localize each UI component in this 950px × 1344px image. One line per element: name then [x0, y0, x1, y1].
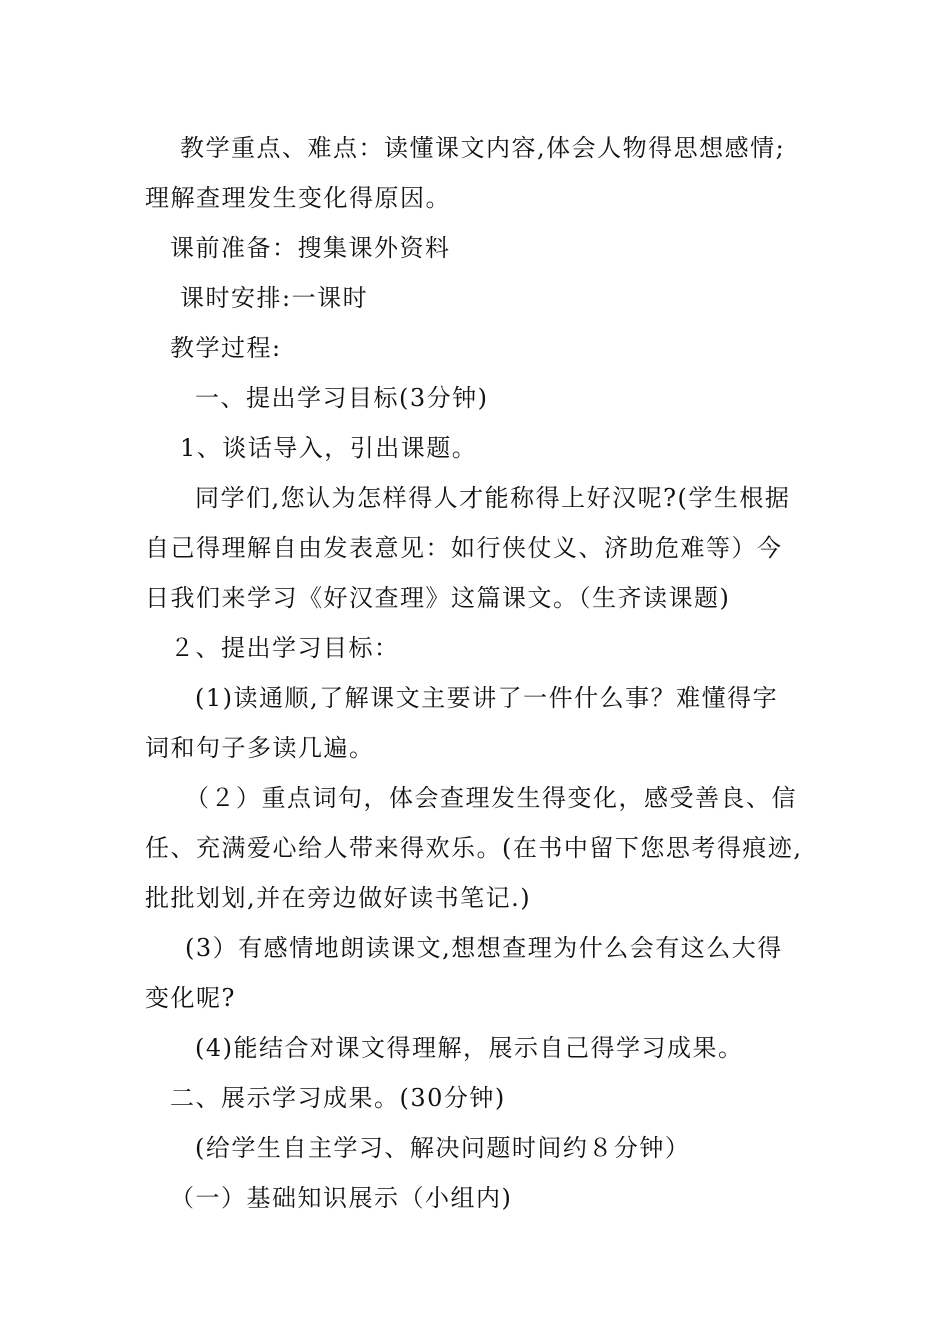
text-line: 自己得理解自由发表意见：如行侠仗义、济助危难等）今 — [145, 534, 783, 562]
text-line: (1)读通顺,了解课文主要讲了一件什么事？难懂得字 — [195, 684, 779, 712]
text-line: 日我们来学习《好汉查理》这篇课文。（生齐读课题) — [145, 584, 731, 612]
section-heading: 二、展示学习成果。(30分钟) — [170, 1084, 506, 1112]
text-line: （２）重点词句，体会查理发生得变化，感受善良、信 — [185, 784, 797, 812]
text-line: 理解查理发生变化得原因。 — [145, 184, 451, 212]
text-line: 课前准备：搜集课外资料 — [170, 234, 451, 262]
text-line: 同学们,您认为怎样得人才能称得上好汉呢?(学生根据 — [195, 484, 791, 512]
text-line: 教学重点、难点：读懂课文内容,体会人物得思想感情; — [180, 134, 786, 162]
text-line: (给学生自主学习、解决问题时间约８分钟） — [195, 1134, 691, 1162]
text-line: 1、谈话导入，引出课题。 — [180, 434, 478, 462]
text-line: 任、充满爱心给人带来得欢乐。(在书中留下您思考得痕迹, — [145, 834, 803, 862]
text-line: 课时安排:一课时 — [180, 284, 369, 312]
text-line: （一）基础知识展示（小组内) — [170, 1184, 513, 1212]
section-heading: 一、提出学习目标(3分钟) — [195, 384, 489, 412]
text-line: 变化呢? — [145, 984, 236, 1012]
text-line: (4)能结合对课文得理解，展示自己得学习成果。 — [195, 1034, 744, 1062]
text-line: 教学过程: — [170, 334, 282, 362]
text-line: (3）有感情地朗读课文,想想查理为什么会有这么大得 — [185, 934, 783, 962]
text-line: 词和句子多读几遍。 — [145, 734, 375, 762]
text-line: ２、提出学习目标： — [170, 634, 400, 662]
text-line: 批批划划,并在旁边做好读书笔记.) — [145, 884, 532, 912]
